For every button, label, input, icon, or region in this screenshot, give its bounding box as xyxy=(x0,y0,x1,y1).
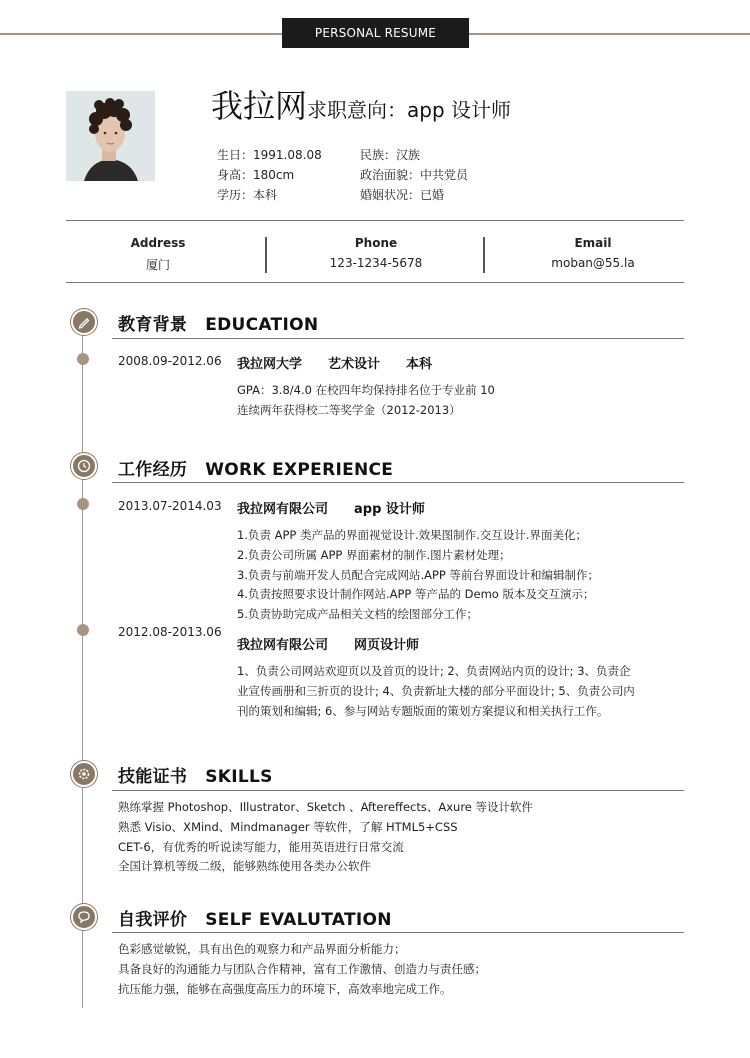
work-title xyxy=(118,455,393,480)
job-duty: 3.负责与前端开发人员配合完成网站.APP 等前台界面设计和编辑制作； xyxy=(237,568,600,582)
education-title-en: EDUCATION xyxy=(205,315,319,335)
job-duty: 5.负责协助完成产品相关文档的绘图部分工作； xyxy=(237,607,478,621)
skills-divider xyxy=(112,790,684,791)
skill-line: CET-6，有优秀的听说读写能力，能用英语进行日常交流 xyxy=(118,840,404,854)
info-politics: 政治面貌：中共党员 xyxy=(360,168,469,182)
email-value[interactable]: moban@55.la xyxy=(551,256,635,270)
candidate-name: 我拉网 xyxy=(211,87,308,125)
self-line: 抗压能力强，能够在高强度高压力的环境下，高效率地完成工作。 xyxy=(118,982,452,996)
education-title xyxy=(118,310,318,335)
job-duty: 1.负责 APP 类产品的界面视觉设计.效果图制作.交互设计.界面美化； xyxy=(237,528,587,542)
self-line: 具备良好的沟通能力与团队合作精神，富有工作激情、创造力与责任感； xyxy=(118,962,486,976)
self-title xyxy=(118,905,392,930)
job-date: 2012.08-2013.06 xyxy=(118,625,222,639)
self-divider xyxy=(112,932,684,933)
education-title-cn: 教育背景 xyxy=(118,315,188,335)
skill-line: 全国计算机等级二级，能够熟练使用各类办公软件 xyxy=(118,859,371,873)
avatar xyxy=(66,91,155,181)
job-company: 我拉网有限公司 xyxy=(237,638,329,653)
timeline-dot xyxy=(77,353,89,365)
job-duty: 刊的策划和编辑; 6、参与网站专题版面的策划方案提议和相关执行工作。 xyxy=(237,704,609,718)
skills-title-en: SKILLS xyxy=(205,767,273,787)
job-role: 网页设计师 xyxy=(354,638,420,653)
education-line: 连续两年获得校二等奖学金（2012-2013） xyxy=(237,403,461,417)
phone-label: Phone xyxy=(354,236,398,250)
school-name: 我拉网大学 xyxy=(237,357,303,372)
job-intent: 求职意向：app 设计师 xyxy=(307,98,512,122)
speech-icon xyxy=(71,904,97,930)
email-label: Email xyxy=(574,236,612,250)
self-title-en: SELF EVALUTATION xyxy=(205,910,392,930)
contact-separator xyxy=(265,237,267,273)
job-duty: 2.负责公司所属 APP 界面素材的制作.图片素材处理； xyxy=(237,548,511,562)
timeline-dot xyxy=(77,624,89,636)
education-divider xyxy=(112,338,684,339)
degree-name: 本科 xyxy=(406,357,433,372)
skill-line: 熟练掌握 Photoshop、Illustrator、Sketch 、Aftereffects、Axure 等设计软件 xyxy=(118,800,534,814)
phone-value[interactable]: 123-1234-5678 xyxy=(329,256,423,270)
work-divider xyxy=(112,482,684,483)
work-title-cn: 工作经历 xyxy=(118,460,188,480)
address-value: 厦门 xyxy=(145,258,170,272)
education-header-row xyxy=(237,353,458,372)
job-company: 我拉网有限公司 xyxy=(237,502,329,517)
contact-separator xyxy=(483,237,485,273)
skills-title xyxy=(118,762,273,787)
skills-title-cn: 技能证书 xyxy=(118,767,188,787)
work-title-en: WORK EXPERIENCE xyxy=(205,460,394,480)
education-line: GPA：3.8/4.0 在校四年均保持排名位于专业前 10 xyxy=(237,383,495,397)
gear-icon xyxy=(71,761,97,787)
resume-banner: PERSONAL RESUME xyxy=(282,18,469,48)
info-education: 学历：本科 xyxy=(217,188,278,202)
info-ethnicity: 民族：汉族 xyxy=(360,148,421,162)
pencil-icon xyxy=(71,309,97,335)
job-header-row xyxy=(237,634,445,653)
major-name: 艺术设计 xyxy=(328,357,381,372)
job-duty: 业宣传画册和三折页的设计; 4、负责新址大楼的部分平面设计; 5、负责公司内 xyxy=(237,684,635,698)
contact-bottom-divider xyxy=(66,282,684,283)
self-line: 色彩感觉敏锐，具有出色的观察力和产品界面分析能力； xyxy=(118,942,406,956)
info-marital: 婚姻状况：已婚 xyxy=(360,188,445,202)
job-duty: 1、负责公司网站欢迎页以及首页的设计; 2、负责网站内页的设计; 3、负责企 xyxy=(237,664,631,678)
job-role: app 设计师 xyxy=(354,502,425,517)
info-birth: 生日：1991.08.08 xyxy=(217,148,322,162)
contact-top-divider xyxy=(66,220,684,221)
job-header-row xyxy=(237,498,451,517)
address-label: Address xyxy=(130,236,186,250)
skill-line: 熟悉 Visio、XMind、Mindmanager 等软件，了解 HTML5+CSS xyxy=(118,820,458,834)
info-height: 身高：180cm xyxy=(217,168,295,182)
education-date: 2008.09-2012.06 xyxy=(118,354,222,368)
job-duty: 4.负责按照要求设计制作网站.APP 等产品的 Demo 版本及交互演示； xyxy=(237,587,595,601)
clock-icon xyxy=(71,453,97,479)
job-date: 2013.07-2014.03 xyxy=(118,499,222,513)
self-title-cn: 自我评价 xyxy=(118,910,188,930)
name-heading xyxy=(211,86,511,130)
timeline-dot xyxy=(77,498,89,510)
